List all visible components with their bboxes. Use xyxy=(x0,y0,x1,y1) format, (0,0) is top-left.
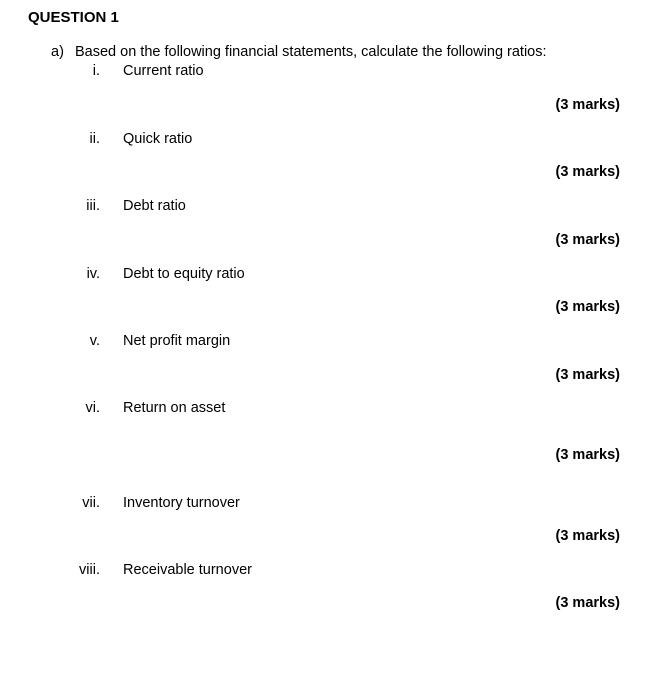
ratio-item-debt-to-equity xyxy=(0,265,668,285)
item-label: Current ratio xyxy=(123,63,204,79)
marks-label: (3 marks) xyxy=(555,528,620,544)
ratio-item-net-profit-margin xyxy=(0,332,668,352)
item-numeral: i. xyxy=(92,63,100,79)
marks-label: (3 marks) xyxy=(555,447,620,463)
item-label: Debt to equity ratio xyxy=(123,266,245,282)
ratio-item-receivable-turnover xyxy=(0,561,668,581)
item-numeral: viii. xyxy=(79,562,100,578)
item-label: Return on asset xyxy=(123,400,226,416)
item-label: Quick ratio xyxy=(123,131,193,147)
marks-label: (3 marks) xyxy=(555,299,620,315)
item-numeral: ii. xyxy=(89,131,100,147)
part-text: Based on the following financial statements, calculate the following ratios: xyxy=(75,44,547,60)
item-numeral: v. xyxy=(89,333,100,349)
marks-label: (3 marks) xyxy=(555,164,620,180)
item-numeral: vi. xyxy=(85,400,100,416)
marks-label: (3 marks) xyxy=(555,367,620,383)
item-numeral: iii. xyxy=(86,198,100,214)
part-intro xyxy=(51,43,547,61)
part-letter: a) xyxy=(51,44,64,60)
item-label: Receivable turnover xyxy=(123,562,252,578)
ratio-item-inventory-turnover xyxy=(0,494,668,514)
item-numeral: vii. xyxy=(82,495,100,511)
item-numeral: iv. xyxy=(86,266,100,282)
marks-label: (3 marks) xyxy=(555,232,620,248)
ratio-item-current-ratio xyxy=(0,62,668,82)
marks-label: (3 marks) xyxy=(555,97,620,113)
ratio-item-return-on-asset xyxy=(0,399,668,419)
ratio-item-quick-ratio xyxy=(0,130,668,150)
ratio-item-debt-ratio xyxy=(0,197,668,217)
question-heading: QUESTION 1 xyxy=(28,9,119,26)
item-label: Debt ratio xyxy=(123,198,186,214)
item-label: Inventory turnover xyxy=(123,495,240,511)
marks-label: (3 marks) xyxy=(555,595,620,611)
item-label: Net profit margin xyxy=(123,333,231,349)
